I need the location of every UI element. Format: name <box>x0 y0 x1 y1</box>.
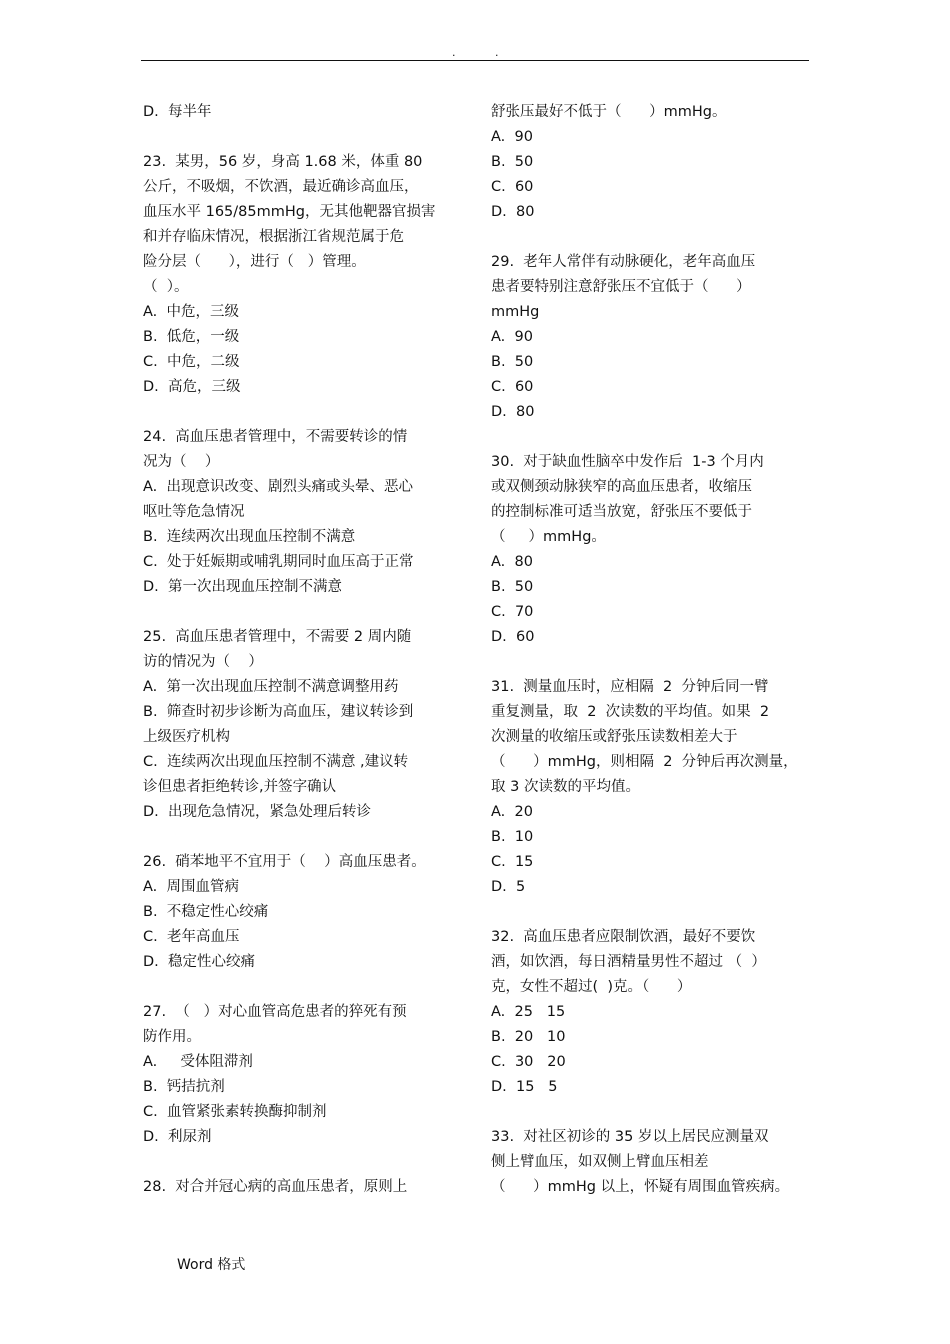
text-line: C. 30 20 <box>491 1054 566 1070</box>
text-line: B. 10 <box>491 829 534 845</box>
text-line: A. 90 <box>491 329 533 345</box>
text-line: 患者要特别注意舒张压不宜低于（ ） <box>491 279 751 295</box>
text-line: A. 出现意识改变、剧烈头痛或头晕、恶心 <box>143 479 413 495</box>
text-line: 28. 对合并冠心病的高血压患者，原则上 <box>143 1179 408 1195</box>
text-line: A. 中危，三级 <box>143 304 239 320</box>
text-line: A. 20 <box>491 804 533 820</box>
text-line: B. 连续两次出现血压控制不满意 <box>143 529 356 545</box>
text-line: B. 钙拮抗剂 <box>143 1079 225 1095</box>
text-line: D. 稳定性心绞痛 <box>143 954 255 970</box>
text-line: A. 周围血管病 <box>143 879 239 895</box>
text-line: 诊但患者拒绝转诊,并签字确认 <box>143 779 337 795</box>
header-rule <box>141 60 809 61</box>
text-line: 况为（ ） <box>143 454 220 470</box>
text-line: 舒张压最好不低于（ ）mmHg。 <box>491 104 727 120</box>
header-dot: . <box>452 46 458 59</box>
text-line: B. 50 <box>491 354 534 370</box>
text-line: 血压水平 165/85mmHg，无其他靶器官损害 <box>143 204 436 220</box>
text-line: C. 连续两次出现血压控制不满意 ,建议转 <box>143 754 409 770</box>
text-line: 26. 硝苯地平不宜用于（ ）高血压患者。 <box>143 854 426 870</box>
text-line: A. 90 <box>491 129 533 145</box>
text-line: 酒，如饮酒，每日酒精量男性不超过 （ ） <box>491 954 766 970</box>
text-line: C. 60 <box>491 379 534 395</box>
text-line: 险分层（ ），进行（ ）管理。 <box>143 254 366 270</box>
right-column <box>491 100 811 1200</box>
text-line: D. 第一次出现血压控制不满意 <box>143 579 342 595</box>
line-gap <box>491 425 811 450</box>
text-line: （ ）mmHg 以上，怀疑有周围血管疾病。 <box>491 1179 790 1195</box>
text-line: 防作用。 <box>143 1029 201 1045</box>
text-line: D. 60 <box>491 629 535 645</box>
text-line: D. 15 5 <box>491 1079 558 1095</box>
line-gap <box>491 1100 811 1125</box>
text-line: 公斤，不吸烟，不饮酒，最近确诊高血压， <box>143 179 419 195</box>
text-line: D. 80 <box>491 404 535 420</box>
text-line: C. 15 <box>491 854 534 870</box>
text-line: B. 20 10 <box>491 1029 566 1045</box>
text-line: 25. 高血压患者管理中，不需要 2 周内随 <box>143 629 412 645</box>
text-line: （ ）。 <box>143 279 189 295</box>
text-line: A. 80 <box>491 554 533 570</box>
text-line: D. 高危，三级 <box>143 379 241 395</box>
line-gap <box>143 1150 468 1175</box>
text-line: 次测量的收缩压或舒张压读数相差大于 <box>491 729 738 745</box>
text-line: 24. 高血压患者管理中，不需要转诊的情 <box>143 429 408 445</box>
text-line: B. 筛查时初步诊断为高血压，建议转诊到 <box>143 704 414 720</box>
line-gap <box>143 400 468 425</box>
line-gap <box>143 825 468 850</box>
line-gap <box>143 600 468 625</box>
line-gap <box>143 125 468 150</box>
text-line: D. 利尿剂 <box>143 1129 212 1145</box>
text-line: 克，女性不超过( )克。（ ） <box>491 979 692 995</box>
text-line: D. 出现危急情况，紧急处理后转诊 <box>143 804 371 820</box>
text-line: C. 处于妊娠期或哺乳期同时血压高于正常 <box>143 554 414 570</box>
text-line: 30. 对于缺血性脑卒中发作后 1-3 个月内 <box>491 454 764 470</box>
line-gap <box>491 650 811 675</box>
text-line: 的控制标准可适当放宽，舒张压不要低于 <box>491 504 752 520</box>
text-line: 27. （ ）对心血管高危患者的猝死有预 <box>143 1004 407 1020</box>
text-line: 侧上臂血压，如双侧上臂血压相差 <box>491 1154 709 1170</box>
text-line: 和并存临床情况，根据浙江省规范属于危 <box>143 229 404 245</box>
text-line: 29. 老年人常伴有动脉硬化，老年高血压 <box>491 254 756 270</box>
text-line: D. 80 <box>491 204 535 220</box>
footer-label: Word 格式 <box>177 1257 246 1273</box>
text-line: 32. 高血压患者应限制饮酒，最好不要饮 <box>491 929 756 945</box>
text-line: 呕吐等危急情况 <box>143 504 245 520</box>
line-gap <box>491 900 811 925</box>
text-line: B. 50 <box>491 579 534 595</box>
line-gap <box>143 975 468 1000</box>
text-line: D. 每半年 <box>143 104 212 120</box>
text-line: A. 25 15 <box>491 1004 566 1020</box>
text-line: B. 低危，一级 <box>143 329 240 345</box>
text-line: 23. 某男，56 岁，身高 1.68 米，体重 80 <box>143 154 423 170</box>
text-line: 重复测量，取 2 次读数的平均值。如果 2 <box>491 704 770 720</box>
text-line: C. 70 <box>491 604 534 620</box>
text-line: C. 60 <box>491 179 534 195</box>
text-line: 访的情况为（ ） <box>143 654 263 670</box>
text-line: （ ）mmHg，则相隔 2 分钟后再次测量， <box>491 754 798 770</box>
text-line: C. 中危，二级 <box>143 354 240 370</box>
text-line: A. 受体阻滞剂 <box>143 1054 253 1070</box>
text-line: B. 不稳定性心绞痛 <box>143 904 269 920</box>
text-line: 取 3 次读数的平均值。 <box>491 779 640 795</box>
text-line: D. 5 <box>491 879 526 895</box>
text-line: 31. 测量血压时，应相隔 2 分钟后同一臂 <box>491 679 769 695</box>
text-line: B. 50 <box>491 154 534 170</box>
left-column <box>143 100 468 1200</box>
text-line: C. 老年高血压 <box>143 929 240 945</box>
line-gap <box>491 225 811 250</box>
text-line: 33. 对社区初诊的 35 岁以上居民应测量双 <box>491 1129 769 1145</box>
text-line: C. 血管紧张素转换酶抑制剂 <box>143 1104 327 1120</box>
text-line: （ ）mmHg。 <box>491 529 606 545</box>
text-line: mmHg <box>491 304 540 320</box>
header-dot: . <box>495 46 501 59</box>
text-line: 上级医疗机构 <box>143 729 230 745</box>
text-line: A. 第一次出现血压控制不满意调整用药 <box>143 679 399 695</box>
text-line: 或双侧颈动脉狭窄的高血压患者，收缩压 <box>491 479 752 495</box>
